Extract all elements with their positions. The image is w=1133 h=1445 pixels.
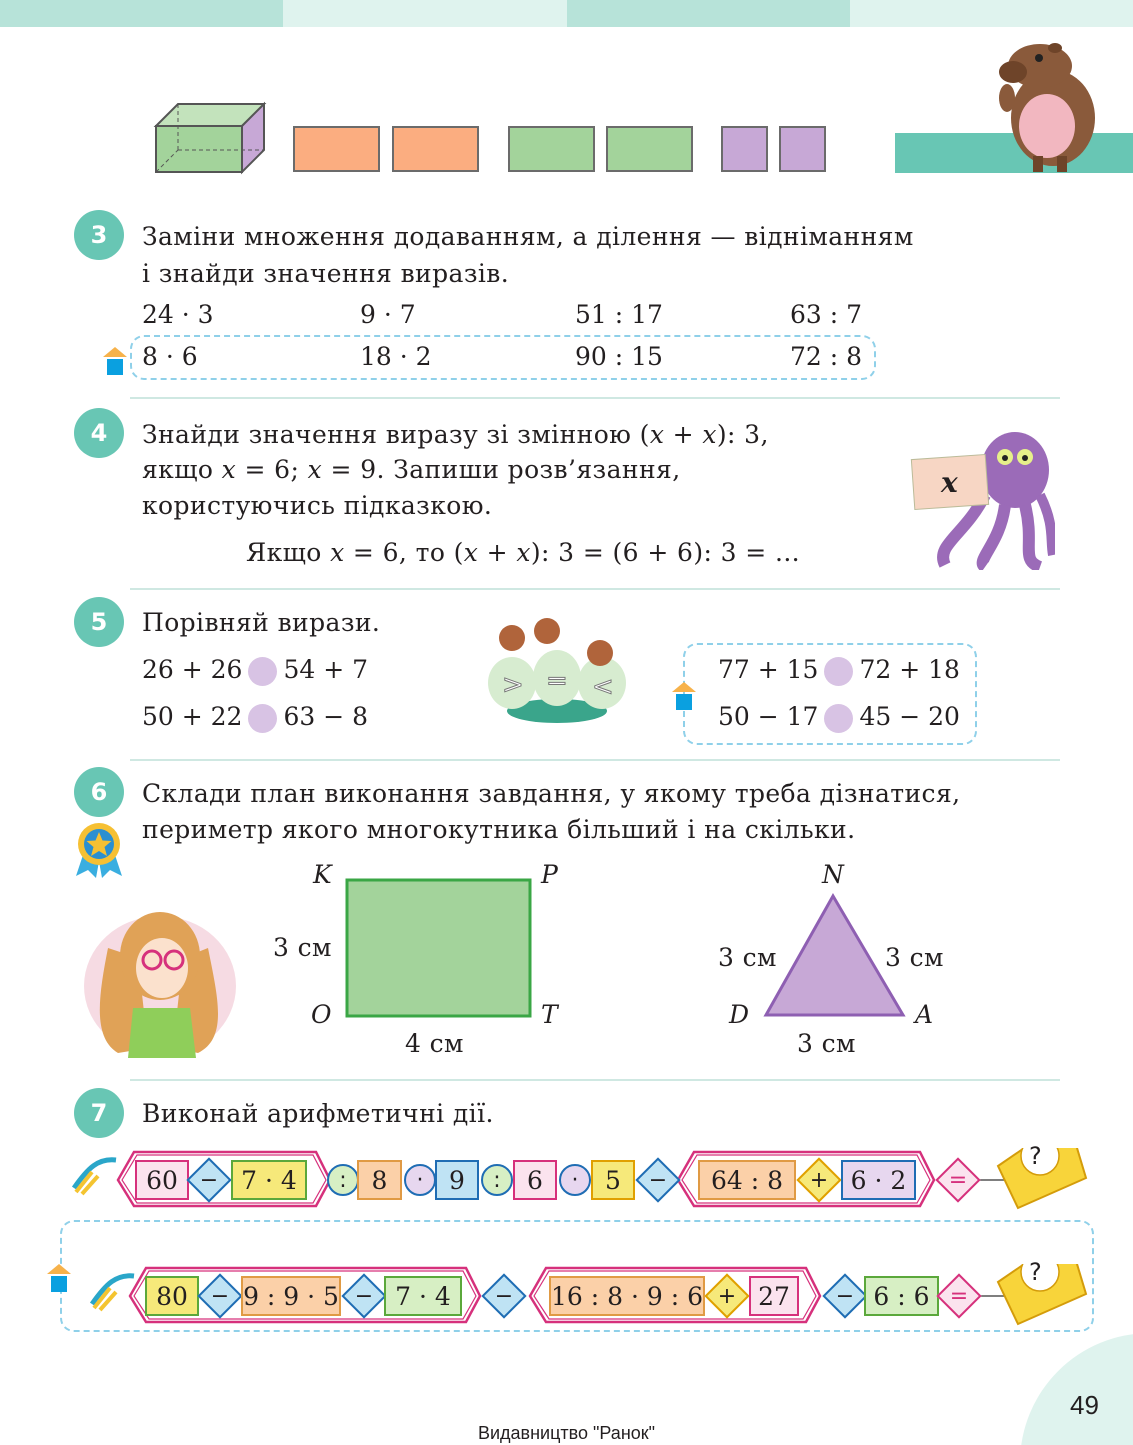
compare-row: 50 − 17 45 − 20 (718, 702, 960, 731)
publisher-footer: Видавництво "Ранок" (477, 1423, 656, 1443)
face-purple-1 (721, 126, 768, 172)
vertex-label-P: P (541, 860, 559, 889)
page-number: 49 (1070, 1390, 1099, 1420)
chain-number-chip: 7 · 4 (384, 1276, 462, 1316)
chain-number-chip: 6 (513, 1160, 557, 1200)
separator (130, 759, 1060, 761)
top-stripe-1 (0, 0, 283, 27)
compare-circle[interactable] (824, 657, 853, 686)
medal-star-icon (72, 822, 126, 878)
task-number-6: 6 (74, 767, 124, 817)
chain-number-chip: 16 : 8 · 9 : 6 (549, 1276, 705, 1316)
task7-title: Виконай арифметичні дії. (142, 1099, 494, 1128)
task3-line2: і знайди значення виразів. (142, 259, 510, 288)
operator-minus-icon: − (348, 1280, 380, 1312)
side-length-label: 3 см (885, 943, 944, 972)
chain-number-chip: 8 (357, 1160, 402, 1200)
chain-number-chip: 5 (591, 1160, 635, 1200)
chain-number-chip: 80 (145, 1276, 199, 1316)
task6-line2: периметр якого многокутника більший і на скільки. (142, 815, 856, 844)
task3-expr: 18 · 2 (360, 342, 432, 371)
operator-minus-icon: − (829, 1280, 861, 1312)
compare-row: 26 + 26 54 + 7 (142, 655, 369, 684)
operator-minus-icon: − (204, 1280, 236, 1312)
side-length-label: 4 см (405, 1029, 464, 1058)
task4-line2: якщо x = 6; x = 9. Запиши розв’язання, (142, 455, 681, 484)
kite-question-mark: ? (1029, 1142, 1042, 1170)
task4-hint: Якщо x = 6, то (x + x): 3 = (6 + 6): 3 = ... (246, 538, 801, 567)
chain-number-chip: 7 · 4 (231, 1160, 307, 1200)
operator-multiply-icon: · (404, 1164, 436, 1196)
task3-expr: 9 · 7 (360, 300, 416, 329)
operator-plus-icon: + (803, 1164, 835, 1196)
compare-circle[interactable] (248, 704, 277, 733)
top-stripe-4 (850, 0, 1133, 27)
top-stripe-3 (567, 0, 850, 27)
task-number-3: 3 (74, 210, 124, 260)
extra-task-box-3 (130, 335, 876, 380)
side-length-label: 3 см (797, 1029, 856, 1058)
task3-line1: Заміни множення додаванням, а ділення — відніманням (142, 222, 914, 251)
face-green-1 (508, 126, 595, 172)
svg-text:<: < (592, 672, 614, 702)
task3-expr: 24 · 3 (142, 300, 214, 329)
face-purple-2 (779, 126, 826, 172)
separator (130, 588, 1060, 590)
side-length-label: 3 см (718, 943, 777, 972)
operator-minus-icon: − (488, 1280, 520, 1312)
task-number-5: 5 (74, 597, 124, 647)
side-length-label: 3 см (273, 933, 332, 962)
house-icon (46, 1262, 72, 1294)
compare-circle[interactable] (248, 657, 277, 686)
task-number-4: 4 (74, 408, 124, 458)
svg-text:=: = (546, 666, 568, 696)
vertex-label-T: T (541, 1000, 559, 1029)
operator-multiply-icon: · (559, 1164, 591, 1196)
chain-number-chip: 6 · 2 (841, 1160, 916, 1200)
task3-expr: 63 : 7 (790, 300, 863, 329)
kite-question-mark: ? (1029, 1258, 1042, 1286)
operator-minus-icon: − (642, 1164, 674, 1196)
face-orange-2 (392, 126, 479, 172)
box-3d-illustration (150, 100, 270, 176)
chain-number-chip: 9 (435, 1160, 479, 1200)
task3-expr: 72 : 8 (790, 342, 863, 371)
octopus-illustration (905, 425, 1055, 570)
operator-equals-icon: = (942, 1164, 974, 1196)
operator-minus-icon: − (193, 1164, 225, 1196)
vertex-label-K: K (313, 860, 333, 889)
operator-equals-icon: = (943, 1280, 975, 1312)
vertex-label-D: D (729, 1000, 750, 1029)
variable-card-letter: x (941, 466, 959, 499)
task4-line3: користуючись підказкою. (142, 491, 493, 520)
face-green-2 (606, 126, 693, 172)
svg-text:>: > (502, 670, 524, 700)
compare-circle[interactable] (824, 704, 853, 733)
task4-line1: Знайди значення виразу зі змінною (x + x): 3, (142, 420, 769, 449)
operator-divide-icon: : (481, 1164, 513, 1196)
task6-line1: Склади план виконання завдання, у якому треба дізнатися, (142, 779, 961, 808)
chain-number-chip: 6 : 6 (864, 1276, 939, 1316)
vertex-label-A: A (915, 1000, 934, 1029)
compare-row: 50 + 22 63 − 8 (142, 702, 369, 731)
task5-title: Порівняй вирази. (142, 608, 381, 637)
house-icon (102, 345, 128, 377)
face-orange-1 (293, 126, 380, 172)
operator-plus-icon: + (711, 1280, 743, 1312)
vertex-label-N: N (822, 860, 845, 889)
chain-number-chip: 9 : 9 · 5 (241, 1276, 341, 1316)
capybara-illustration (995, 38, 1110, 173)
task3-expr: 51 : 17 (575, 300, 663, 329)
chain-number-chip: 64 : 8 (698, 1160, 796, 1200)
task-number-7: 7 (74, 1088, 124, 1138)
compare-row: 77 + 15 72 + 18 (718, 655, 960, 684)
chain-number-chip: 60 (135, 1160, 189, 1200)
house-icon (671, 680, 697, 712)
separator (130, 1079, 1060, 1081)
task3-expr: 8 · 6 (142, 342, 198, 371)
separator (130, 397, 1060, 399)
operator-divide-icon: : (327, 1164, 359, 1196)
chain-number-chip: 27 (749, 1276, 799, 1316)
vertex-label-O: O (311, 1000, 332, 1029)
birds-signs-illustration (482, 613, 632, 725)
top-stripe-2 (283, 0, 567, 27)
task3-expr: 90 : 15 (575, 342, 663, 371)
girl-thinking-illustration (78, 898, 238, 1058)
